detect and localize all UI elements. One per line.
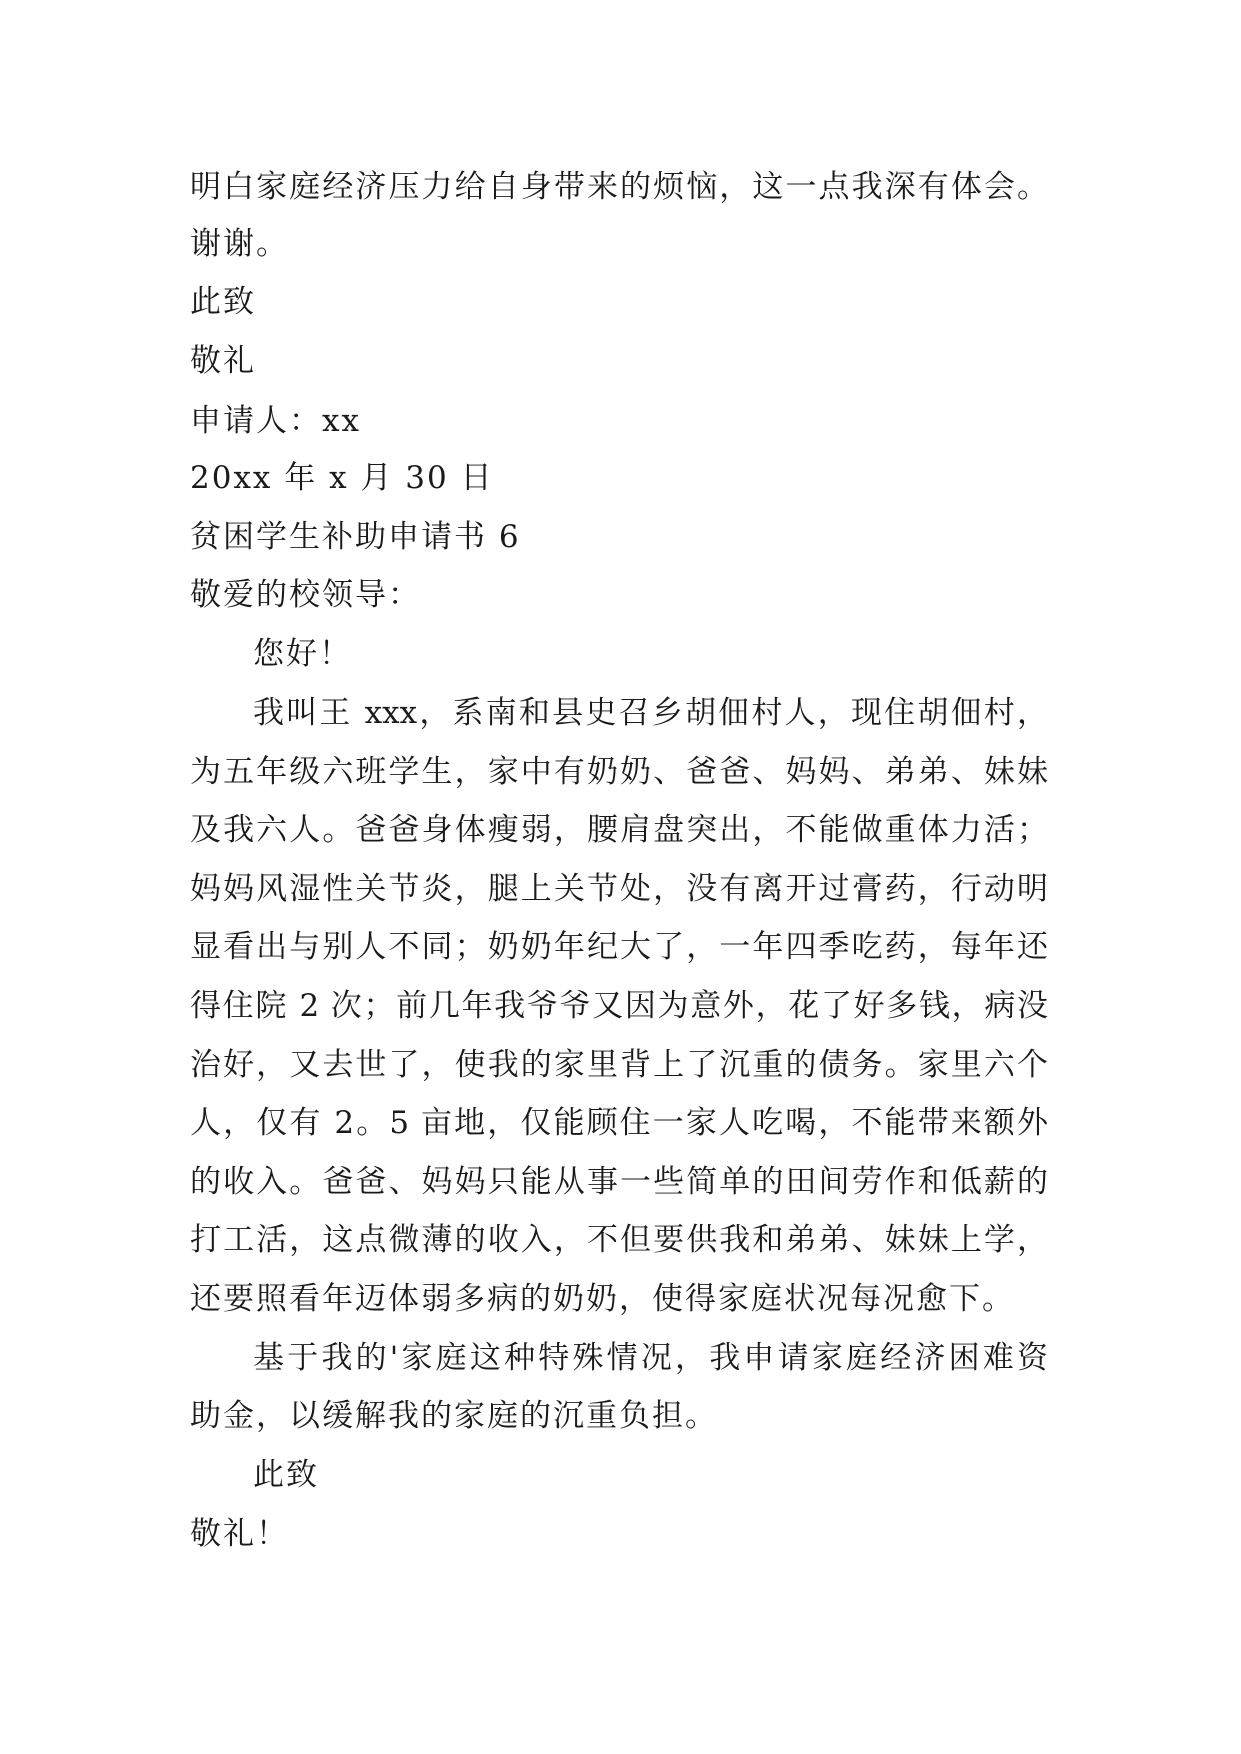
closing-respect: 敬礼！	[190, 1516, 289, 1552]
text-line: 明白家庭经济压力给自身带来的烦恼，这一点我深有体会。	[190, 169, 1048, 205]
paragraph-line: 及我六人。爸爸身体瘦弱，腰肩盘突出，不能做重体力活；	[190, 812, 1048, 848]
paragraph-line: 打工活，这点微薄的收入，不但要供我和弟弟、妹妹上学，	[190, 1222, 1048, 1258]
text-line: 谢谢。	[190, 226, 289, 262]
paragraph-line: 我叫王 xxx，系南和县史召乡胡佃村人，现住胡佃村，	[253, 695, 1048, 731]
signature-date: 20xx 年 x 月 30 日	[190, 460, 494, 496]
paragraph-line: 妈妈风湿性关节炎，腿上关节处，没有离开过膏药，行动明	[190, 871, 1048, 907]
paragraph-line: 还要照看年迈体弱多病的奶奶，使得家庭状况每况愈下。	[190, 1281, 1015, 1317]
applicant-signature: 申请人：xx	[190, 403, 361, 439]
closing-respect: 敬礼	[190, 343, 256, 379]
salutation: 敬爱的校领导：	[190, 577, 421, 613]
paragraph-line: 治好，又去世了，使我的家里背上了沉重的债务。家里六个	[190, 1047, 1048, 1083]
greeting: 您好！	[253, 636, 352, 672]
paragraph-line: 得住院 2 次；前几年我爷爷又因为意外，花了好多钱，病没	[190, 988, 1048, 1024]
section-title: 贫困学生补助申请书 6	[190, 519, 521, 555]
paragraph-line: 为五年级六班学生，家中有奶奶、爸爸、妈妈、弟弟、妹妹	[190, 754, 1048, 790]
closing-salutation: 此致	[190, 284, 256, 320]
paragraph-line: 的收入。爸爸、妈妈只能从事一些简单的田间劳作和低薪的	[190, 1164, 1048, 1200]
closing-salutation: 此致	[253, 1457, 319, 1493]
paragraph-line: 显看出与别人不同；奶奶年纪大了，一年四季吃药，每年还	[190, 929, 1048, 965]
paragraph-line: 人，仅有 2。5 亩地，仅能顾住一家人吃喝，不能带来额外	[190, 1105, 1048, 1141]
paragraph-line: 基于我的'家庭这种特殊情况，我申请家庭经济困难资	[253, 1340, 1048, 1376]
paragraph-line: 助金，以缓解我的家庭的沉重负担。	[190, 1398, 718, 1434]
